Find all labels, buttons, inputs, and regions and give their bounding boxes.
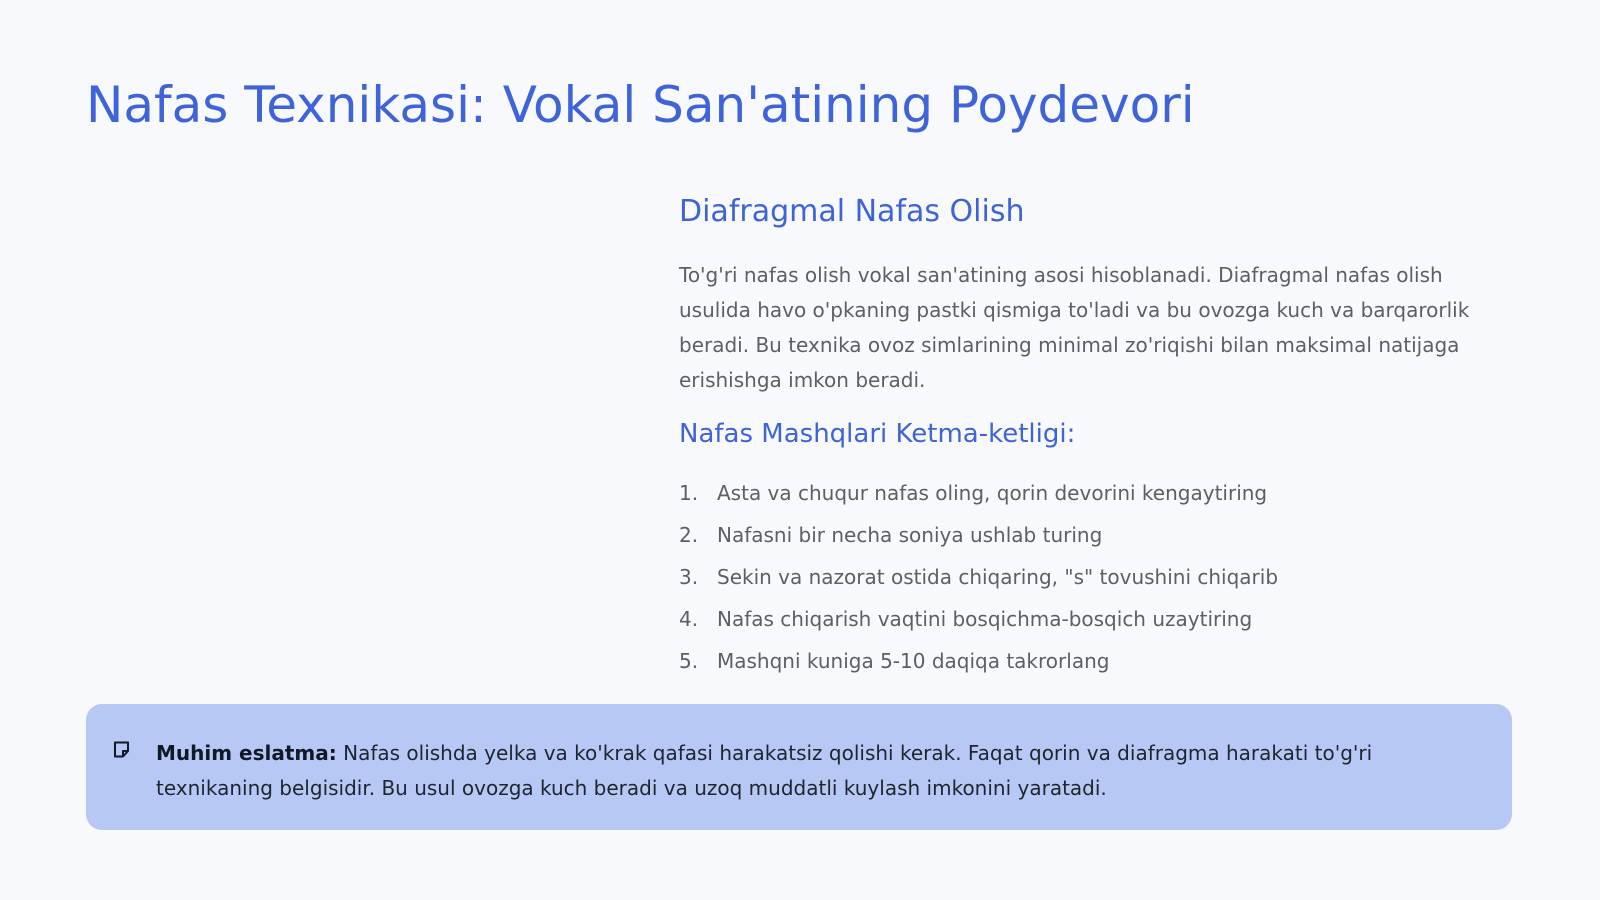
steps-heading: Nafas Mashqlari Ketma-ketligi:: [679, 419, 1076, 449]
note-text: [156, 736, 1488, 806]
image-area: [86, 180, 626, 660]
step-number: 3.: [679, 565, 699, 589]
step-number: 2.: [679, 523, 699, 547]
sticky-note-icon: [112, 740, 132, 760]
list-item: [679, 556, 1489, 598]
steps-list: [679, 472, 1489, 682]
section-heading: Diafragmal Nafas Olish: [679, 194, 1025, 229]
list-item: [679, 640, 1489, 682]
step-text: Mashqni kuniga 5-10 daqiqa takrorlang: [717, 649, 1110, 673]
step-number: 1.: [679, 481, 699, 505]
step-number: 4.: [679, 607, 699, 631]
list-item: [679, 598, 1489, 640]
step-text: Sekin va nazorat ostida chiqaring, "s" tovushini chiqarib: [717, 565, 1279, 589]
intro-paragraph: To'g'ri nafas olish vokal san'atining asosi hisoblanadi. Diafragmal nafas olish usulida havo o'pkaning pastki qismiga to'ladi va bu ovozga kuch va barqarorlik beradi. Bu texnika ovoz simlarining minimal zo'riqishi bilan maksimal natijaga erishishga imkon beradi.: [679, 263, 1470, 392]
step-text: Asta va chuqur nafas oling, qorin devorini kengaytiring: [717, 481, 1268, 505]
note-box: [86, 704, 1512, 830]
list-item: [679, 514, 1489, 556]
note-label: Muhim eslatma:: [156, 741, 337, 765]
list-item: [679, 472, 1489, 514]
step-number: 5.: [679, 649, 699, 673]
step-text: Nafasni bir necha soniya ushlab turing: [717, 523, 1103, 547]
step-text: Nafas chiqarish vaqtini bosqichma-bosqich uzaytiring: [717, 607, 1253, 631]
content-column: [679, 190, 1489, 682]
slide-title: Nafas Texnikasi: Vokal San'atining Poydevori: [86, 76, 1195, 134]
note-body: Nafas olishda yelka va ko'krak qafasi harakatsiz qolishi kerak. Faqat qorin va diafragma harakati to'g'ri texnikaning belgisidir. Bu usul ovozga kuch beradi va uzoq muddatli kuylash imkonini yaratadi.: [156, 741, 1373, 800]
